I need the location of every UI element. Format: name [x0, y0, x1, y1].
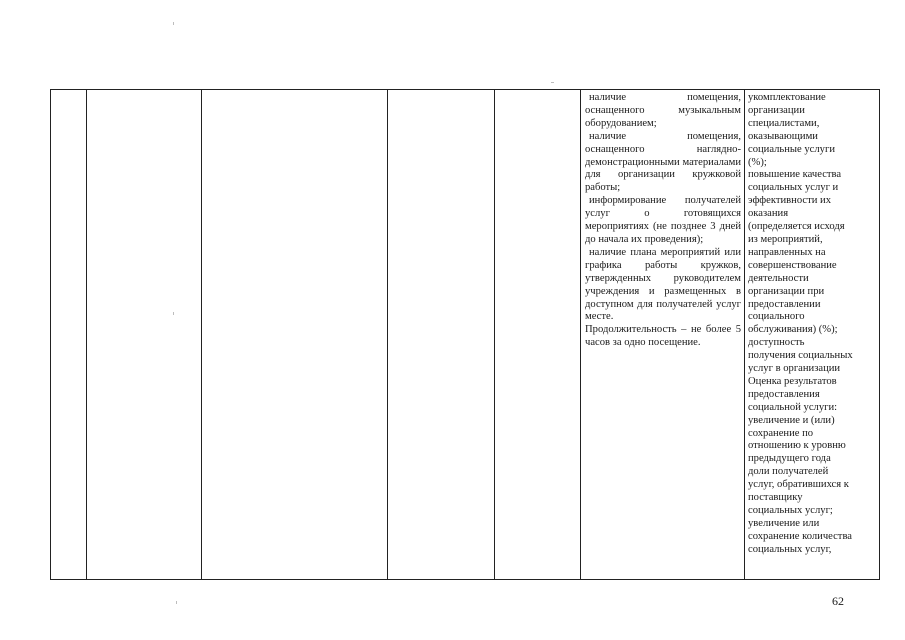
conditions-paragraph: наличие помещения, оснащенного наглядно-демонстрационными материалами для организации кружковой работы; [585, 130, 741, 194]
conditions-paragraph: наличие плана мероприятий или графика работы кружков, утвержденных руководителем учреждения и размещенных в доступном для получателей услуг месте. [585, 246, 741, 323]
conditions-paragraph: Продолжительность – не более 5 часов за одно посещение. [585, 324, 741, 349]
scan-mark [173, 22, 174, 25]
conditions-paragraph: информирование получателей услуг о готовящихся мероприятиях (не позднее 3 дней до начала их проведения); [585, 195, 741, 245]
cell-indicators [745, 90, 880, 580]
cell-service-name [87, 90, 202, 580]
cell-service-term [388, 90, 495, 580]
scan-mark [176, 601, 177, 604]
cell-number [51, 90, 87, 580]
table-row [51, 90, 880, 580]
conditions-paragraph: наличие помещения, оснащенного музыкальным оборудованием; [585, 92, 741, 129]
cell-conditions [581, 90, 745, 580]
services-table [50, 89, 880, 580]
cell-service-description [202, 90, 388, 580]
cell-norms [495, 90, 581, 580]
indicators-text: укомплектование организации специалистами, оказывающими социальные услуги (%); повышение качества социальных услуг и эффективности их оказания (определяется исходя из мероприятий, направленных на совершенствование деятельности организации при предоставлении социального обслуживания) (%); доступность получения социальных услуг в организации Оценка результатов предоставления социальной услуги: увеличение и (или) сохранение по отношению к уровню предыдущего года доли получателей услуг, обратившихся к поставщику социальных услуг; увеличение или сохранение количества социальных услуг, [748, 92, 853, 555]
page-number: 62 [832, 594, 844, 608]
scan-mark [551, 82, 554, 83]
scan-mark [173, 312, 174, 315]
